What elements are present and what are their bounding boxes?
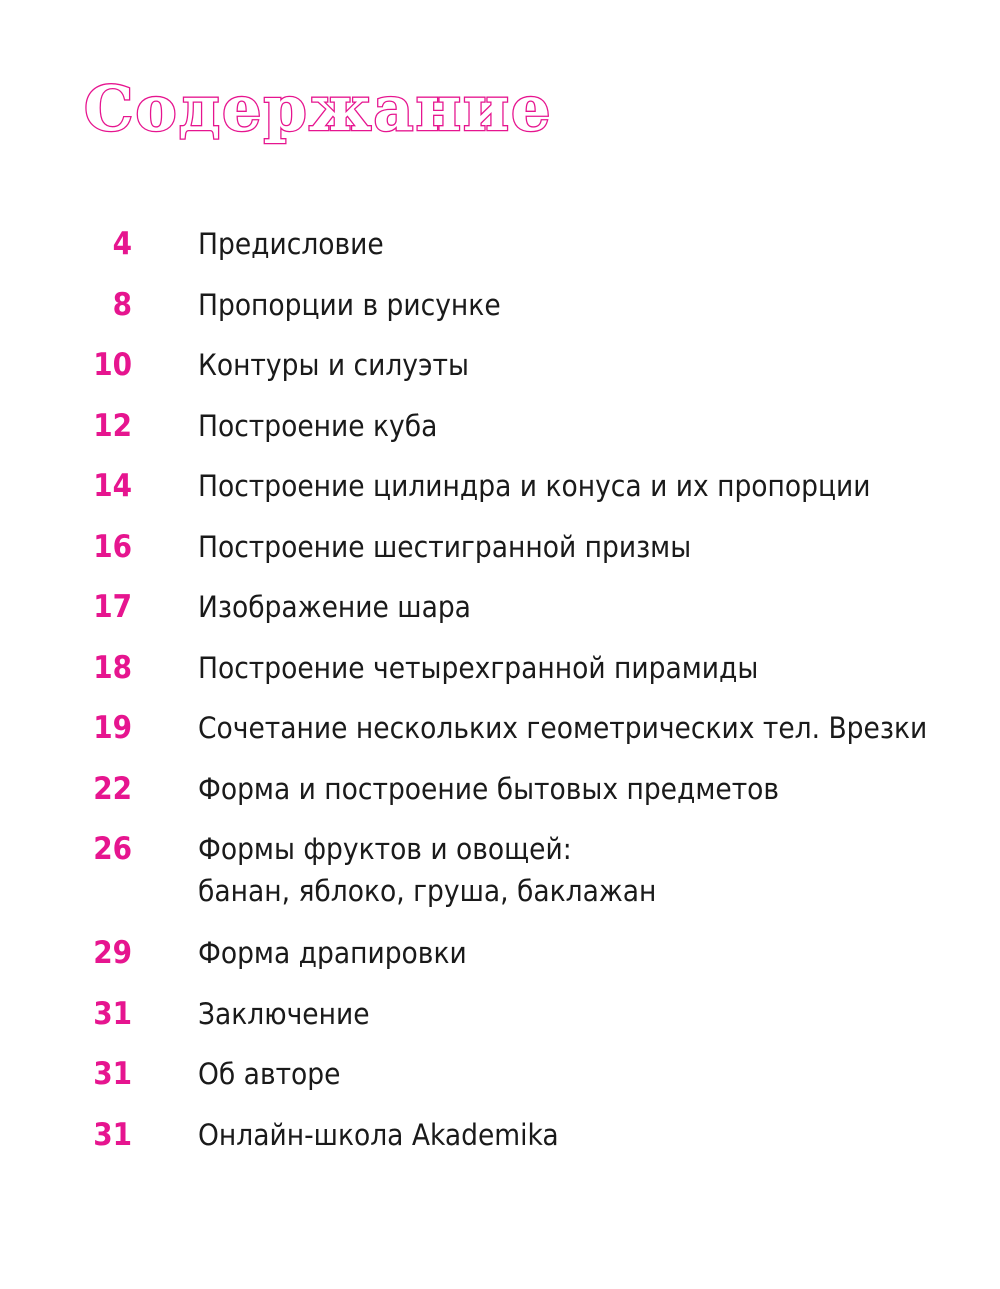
toc-entry (0, 932, 1000, 993)
toc-entry-title (198, 586, 988, 628)
toc-page-number: 16 (93, 528, 132, 565)
toc-entry-title (198, 223, 988, 265)
toc-entry-title-line: Построение четырехгранной пирамиды (198, 650, 759, 685)
toc-page-number: 26 (93, 831, 132, 867)
toc-entry-title (198, 707, 988, 749)
toc-entry-title-line: Построение шестигранной призмы (198, 529, 692, 564)
toc-entry (0, 284, 1000, 345)
toc-page-number: 14 (93, 468, 132, 504)
toc-page-number: 31 (93, 995, 132, 1032)
toc-entry-title (198, 465, 988, 507)
toc-entry (0, 405, 1000, 466)
toc-entry-title-line: Контуры и силуэты (198, 348, 469, 382)
toc-page-number: 31 (93, 1056, 132, 1092)
toc-page-number: 18 (93, 649, 132, 686)
toc-page-number: 8 (112, 286, 132, 323)
toc-entry-title-line: Форма и построение бытовых предметов (198, 771, 780, 806)
toc-entry-title-line: банан, яблоко, груша, баклажан (198, 874, 657, 908)
toc-entry-title (198, 828, 988, 912)
toc-entry-title-line: Предисловие (198, 227, 384, 261)
toc-entry-title (198, 1114, 988, 1156)
toc-entry-title-line: Формы фруктов и овощей: (198, 832, 572, 866)
toc-entry-title-line: Сочетание нескольких геометрических тел. Врезки (198, 711, 928, 745)
toc-entry (0, 526, 1000, 587)
toc-page-number: 4 (112, 226, 132, 262)
toc-page-number: 19 (93, 710, 132, 746)
toc-entry (0, 647, 1000, 708)
toc-entry (0, 223, 1000, 284)
toc-entry-title (198, 526, 988, 568)
toc-entry-title-line: Об авторе (198, 1057, 341, 1091)
table-of-contents (0, 223, 1000, 1174)
toc-entry-title (198, 768, 988, 810)
toc-entry (0, 828, 1000, 932)
toc-entry-title (198, 993, 988, 1035)
toc-entry-title-line: Форма драпировки (198, 936, 467, 970)
toc-entry-title (198, 284, 988, 326)
toc-entry-title-line: Пропорции в рисунке (198, 287, 501, 322)
toc-entry-title-line: Изображение шара (198, 590, 471, 624)
toc-entry-title (198, 932, 988, 974)
toc-entry-title (198, 344, 988, 386)
toc-entry-title-line: Построение цилиндра и конуса и их пропорции (198, 469, 871, 503)
toc-page-number: 10 (93, 347, 132, 383)
toc-entry-title (198, 1053, 988, 1095)
toc-page-number: 12 (93, 407, 132, 444)
toc-entry-title-line: Построение куба (198, 408, 438, 443)
page-title: Содержание (84, 72, 553, 145)
toc-entry-title (198, 405, 988, 447)
toc-entry (0, 1114, 1000, 1175)
toc-entry (0, 1053, 1000, 1114)
toc-entry (0, 344, 1000, 405)
toc-entry-title-line: Заключение (198, 996, 370, 1031)
toc-page-number: 29 (93, 935, 132, 971)
toc-entry-title (198, 647, 988, 689)
toc-page-number: 31 (93, 1116, 132, 1153)
toc-entry-title-line: Онлайн-школа Akademika (198, 1117, 559, 1152)
toc-page-number: 17 (93, 589, 132, 625)
toc-entry (0, 707, 1000, 768)
toc-entry (0, 768, 1000, 829)
toc-page-number: 22 (93, 770, 132, 807)
toc-entry (0, 993, 1000, 1054)
toc-entry (0, 586, 1000, 647)
toc-entry (0, 465, 1000, 526)
